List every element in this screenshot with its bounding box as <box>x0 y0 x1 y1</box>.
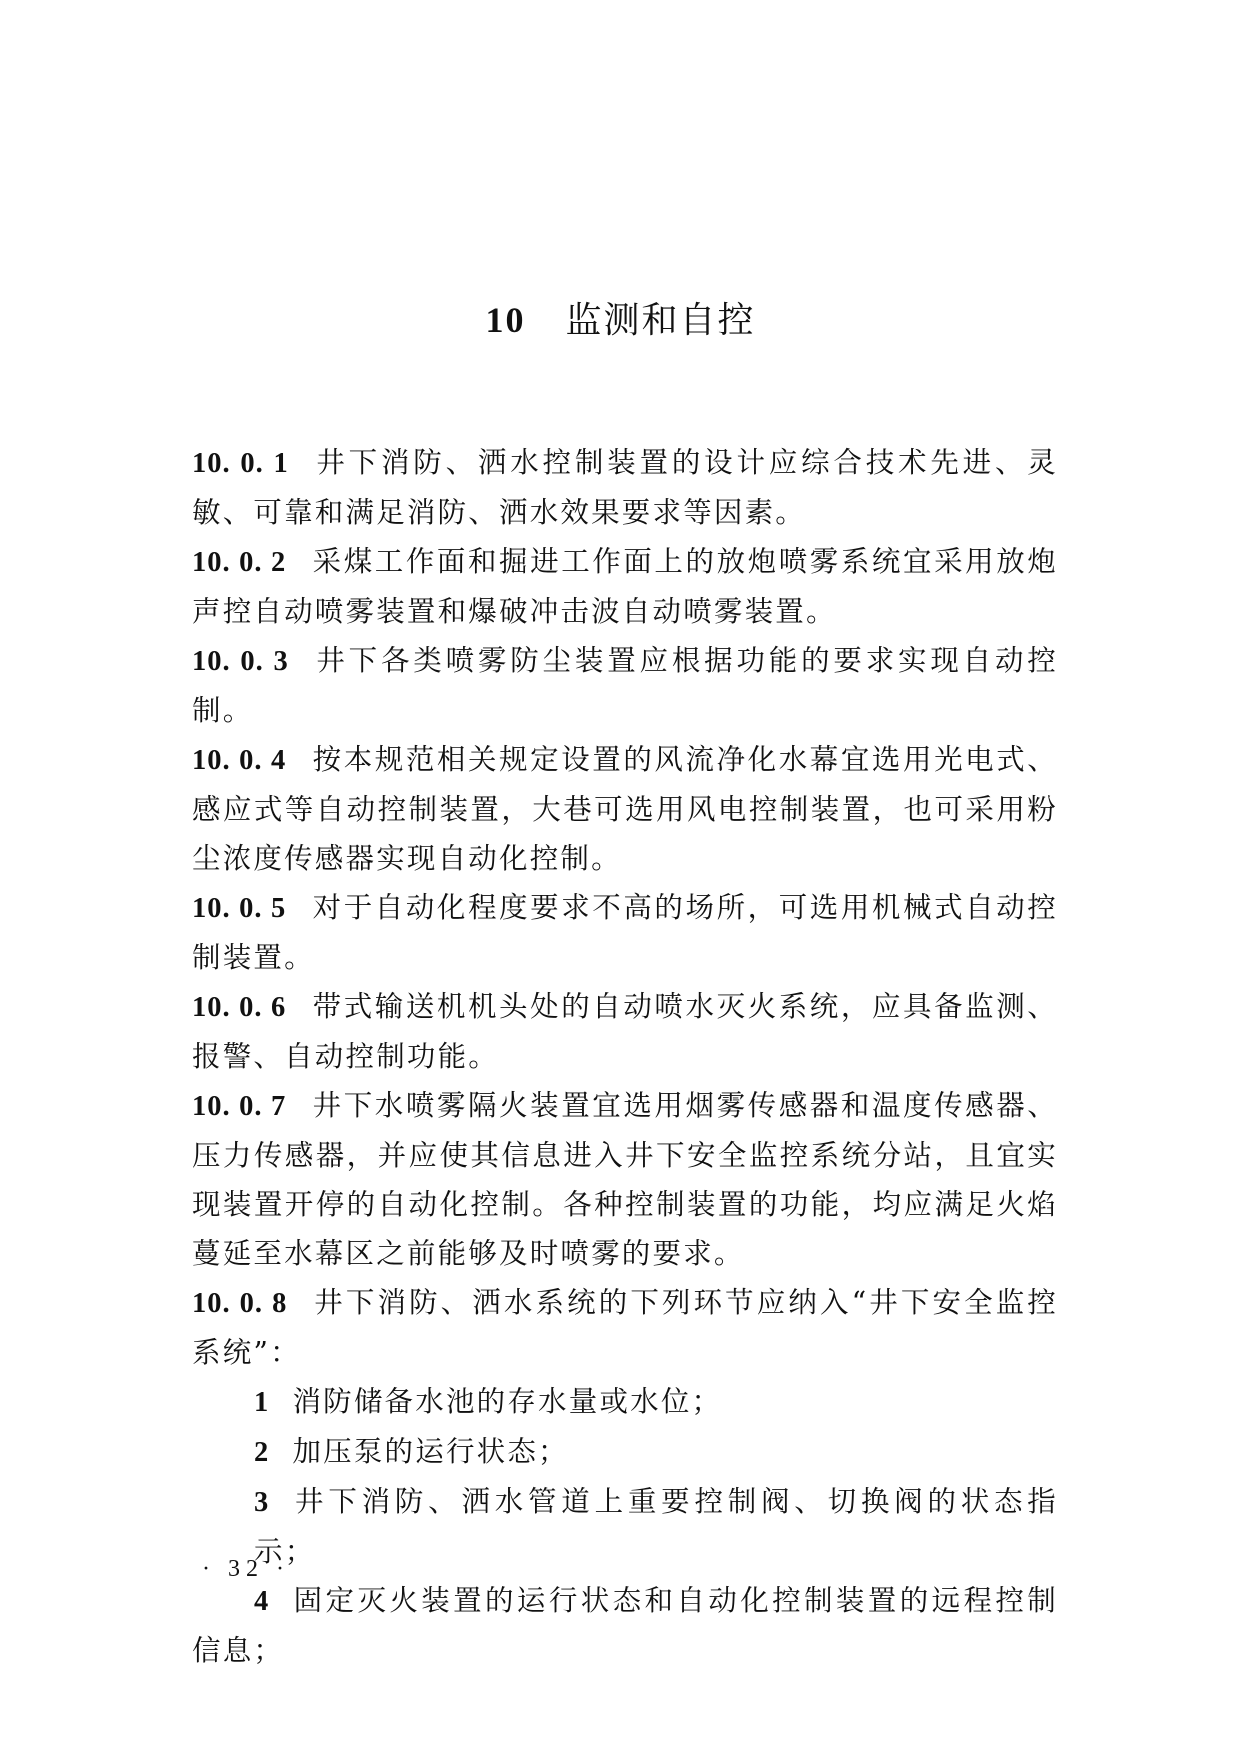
clause-number: 10. 0. 6 <box>192 992 287 1023</box>
clause-text: 井下各类喷雾防尘装置应根据功能的要求实现自动控制。 <box>192 644 1058 727</box>
clause-10-0-6 <box>192 982 1058 1081</box>
chapter-number: 10 <box>485 300 526 340</box>
clause-text: 按本规范相关规定设置的风流净化水幕宜选用光电式、感应式等自动控制装置，大巷可选用风电控制装置，也可采用粉尘浓度传感器实现自动化控制。 <box>192 743 1058 875</box>
chapter-heading <box>0 296 1241 345</box>
list-item <box>192 1576 1058 1675</box>
clause-number: 10. 0. 2 <box>192 547 287 578</box>
list-item-text: 井下消防、洒水管道上重要控制阀、切换阀的状态指示； <box>254 1485 1058 1568</box>
clause-text: 对于自动化程度要求不高的场所，可选用机械式自动控制装置。 <box>192 891 1058 974</box>
clause-number: 10. 0. 4 <box>192 745 287 776</box>
clause-number: 10. 0. 3 <box>192 646 289 677</box>
clause-number: 10. 0. 8 <box>192 1288 288 1319</box>
clause-text: 井下消防、洒水系统的下列环节应纳入“井下安全监控系统”： <box>192 1286 1059 1369</box>
list-item-number: 1 <box>254 1387 271 1418</box>
list-item-number: 2 <box>254 1437 271 1468</box>
clause-10-0-3 <box>192 636 1058 735</box>
list-item <box>192 1477 1058 1576</box>
clause-text: 井下消防、洒水控制装置的设计应综合技术先进、灵敏、可靠和满足消防、洒水效果要求等因素。 <box>192 446 1058 529</box>
clause-text: 井下水喷雾隔火装置宜选用烟雾传感器和温度传感器、压力传感器，并应使其信息进入井下安全监控系统分站，且宜实现装置开停的自动化控制。各种控制装置的功能，均应满足火焰蔓延至水幕区之前能够及时喷雾的要求。 <box>192 1089 1058 1270</box>
clause-10-0-4 <box>192 735 1058 883</box>
chapter-title: 监测和自控 <box>565 300 756 341</box>
clause-10-0-2 <box>192 537 1058 636</box>
clause-number: 10. 0. 5 <box>192 893 287 924</box>
clause-10-0-8 <box>192 1278 1058 1377</box>
list-item-number: 4 <box>254 1586 271 1617</box>
list-item-text: 消防储备水池的存水量或水位； <box>292 1385 723 1418</box>
list-item-number: 3 <box>254 1487 271 1518</box>
clause-text: 带式输送机机头处的自动喷水灭火系统，应具备监测、报警、自动控制功能。 <box>192 990 1058 1073</box>
list-item <box>192 1377 1058 1427</box>
clause-10-0-5 <box>192 883 1058 982</box>
chapter-body <box>192 438 1058 1675</box>
clause-text: 采煤工作面和掘进工作面上的放炮喷雾系统宜采用放炮声控自动喷雾装置和爆破冲击波自动喷雾装置。 <box>192 545 1058 628</box>
list-item <box>192 1427 1058 1477</box>
page-number: · 32 · <box>202 1556 290 1582</box>
clause-10-0-7 <box>192 1081 1058 1278</box>
clause-number: 10. 0. 7 <box>192 1091 287 1122</box>
list-item-text: 加压泵的运行状态； <box>292 1435 569 1468</box>
list-item-text: 固定灭火装置的运行状态和自动化控制装置的远程控制信息； <box>192 1584 1058 1667</box>
clause-10-0-1 <box>192 438 1058 537</box>
clause-number: 10. 0. 1 <box>192 448 289 479</box>
